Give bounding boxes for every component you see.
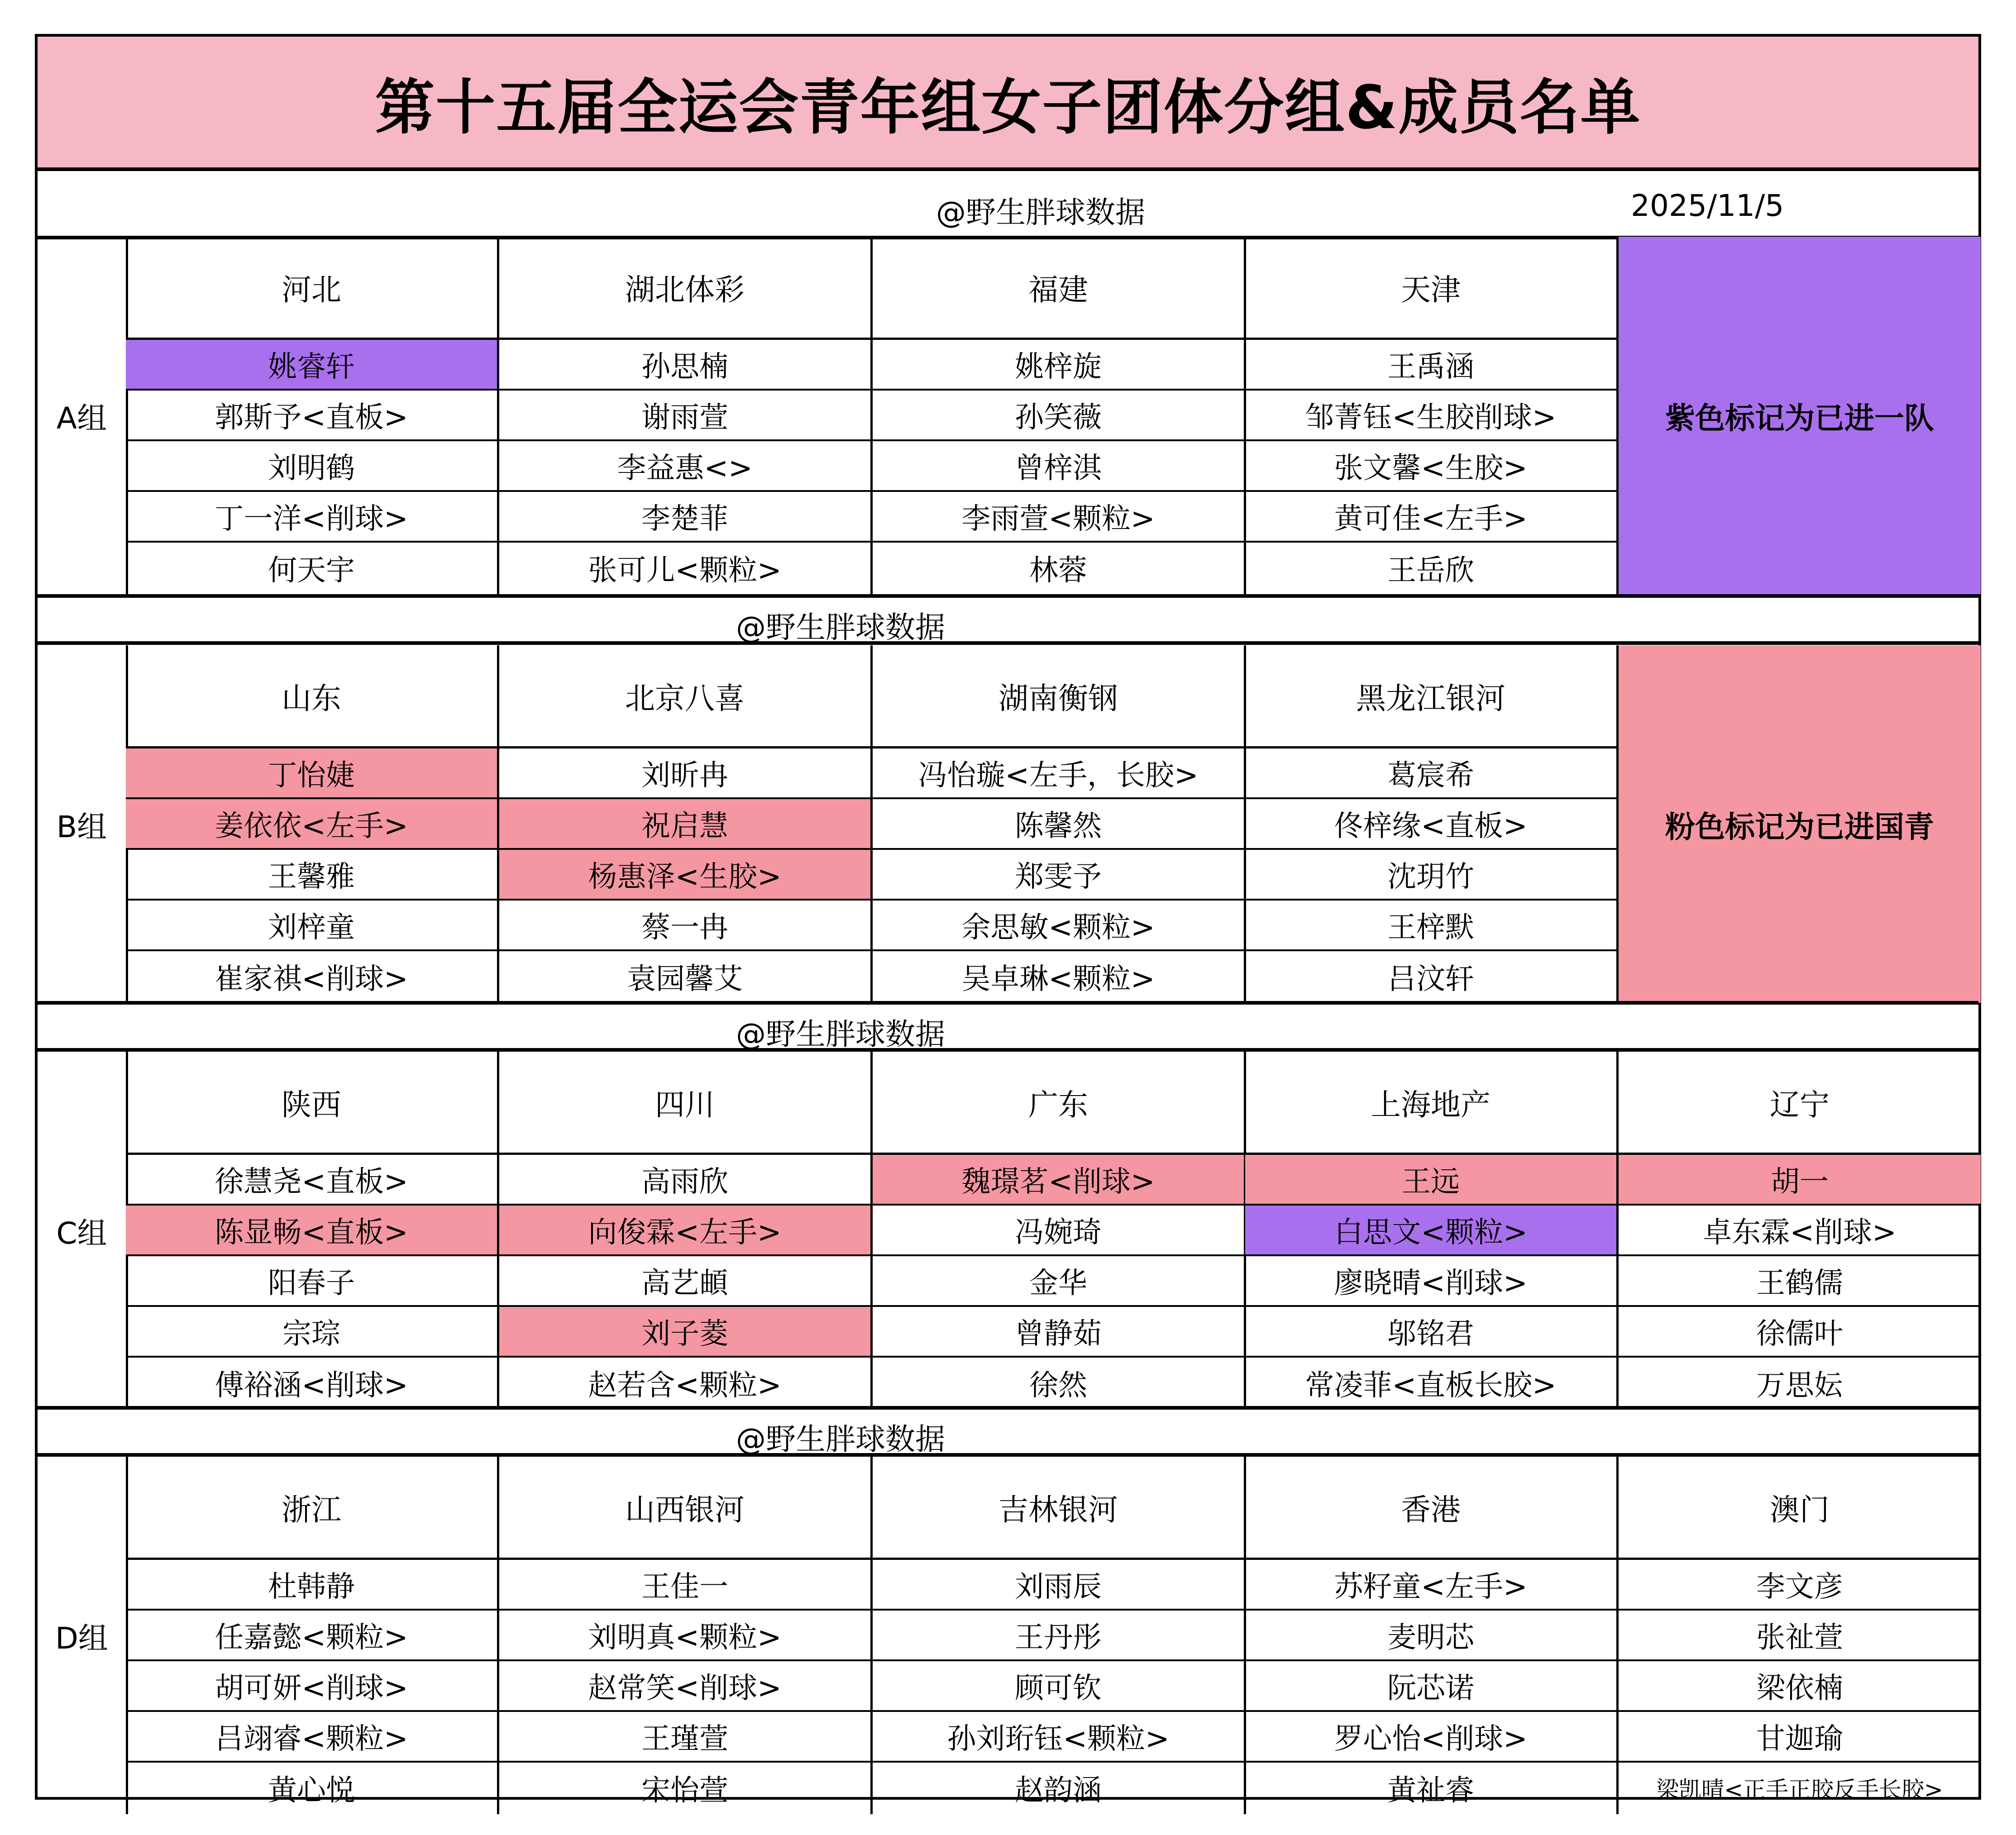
player-cell: 刘雨辰: [873, 1560, 1244, 1611]
group-label: A组: [38, 237, 128, 594]
team-column: [873, 1457, 1246, 1814]
player-cell: 孙笑薇: [873, 391, 1244, 441]
player-cell: 张文馨<生胶>: [1245, 441, 1616, 492]
player-cell: 杨惠泽<生胶>: [499, 850, 870, 901]
team-name: 黑龙江银河: [1245, 645, 1616, 748]
player-cell: 李益惠<>: [499, 441, 870, 492]
player-cell: 罗心怡<削球>: [1245, 1712, 1616, 1763]
player-cell: 徐然: [1029, 1369, 1087, 1402]
team-column: [126, 1457, 499, 1814]
group-label: B组: [38, 645, 128, 1003]
player-cell: 李雨萱<颗粒>: [873, 492, 1244, 543]
player-cell: 徐儒叶: [1619, 1307, 1981, 1358]
team-column: [1245, 237, 1619, 594]
player-cell: 白思文<颗粒>: [1245, 1206, 1616, 1256]
group-block: [38, 237, 1978, 594]
player-cell: 宋怡萱: [641, 1774, 728, 1807]
watermark-text: @野生胖球数据: [736, 1017, 945, 1052]
player-cell: 孙刘珩钰<颗粒>: [873, 1712, 1244, 1763]
player-cell: 刘明鹤: [126, 441, 497, 492]
player-cell: 姜依依<左手>: [126, 799, 497, 850]
player-cell: 刘明真<颗粒>: [499, 1611, 870, 1661]
player-cell: 陈显畅<直板>: [126, 1206, 497, 1256]
player-cell: 万思妘: [1756, 1369, 1843, 1402]
player-cell: 陈馨然: [873, 799, 1244, 850]
player-cell: 苏籽童<左手>: [1245, 1560, 1616, 1611]
roster-table: [35, 34, 1981, 1807]
player-cell: 孙思楠: [499, 340, 870, 391]
team-column: [1245, 645, 1619, 1003]
player-cell: 顾可钦: [873, 1661, 1244, 1712]
player-cell: 胡一: [1619, 1155, 1981, 1206]
player-cell: 金华: [873, 1256, 1244, 1307]
player-cell: 丁怡婕: [126, 748, 497, 799]
player-cell: 王丹彤: [873, 1611, 1244, 1661]
player-cell: 张祉萱: [1619, 1611, 1981, 1661]
watermark-row: [38, 1406, 1978, 1457]
group-block: [38, 1052, 1978, 1409]
player-cell: 赵韵涵: [1015, 1774, 1102, 1807]
team-column: [873, 237, 1246, 594]
player-cell: 赵若含<颗粒>: [588, 1369, 782, 1402]
player-cell: 刘梓童: [126, 901, 497, 951]
watermark-row: [38, 1001, 1978, 1052]
player-cell: 向俊霖<左手>: [499, 1206, 870, 1256]
player-cell: 赵常笑<削球>: [499, 1661, 870, 1712]
team-column: [126, 645, 499, 1003]
team-column: [1245, 1457, 1619, 1814]
team-name: 浙江: [126, 1457, 497, 1560]
subtitle-row: [38, 171, 1978, 239]
player-cell: 高雨欣: [499, 1155, 870, 1206]
team-name: 山西银河: [499, 1457, 870, 1560]
group-block: [38, 1457, 1978, 1814]
player-cell: 余思敏<颗粒>: [873, 901, 1244, 951]
player-cell: 林蓉: [1029, 554, 1087, 587]
watermark-text: @野生胖球数据: [736, 1422, 945, 1457]
player-cell: 冯婉琦: [873, 1206, 1244, 1256]
player-cell: 姚睿轩: [126, 340, 497, 391]
player-cell: 祝启慧: [499, 799, 870, 850]
player-cell: 沈玥竹: [1245, 850, 1616, 901]
team-name: 辽宁: [1619, 1052, 1981, 1155]
player-cell: 王梓默: [1245, 901, 1616, 951]
player-cell: 谢雨萱: [499, 391, 870, 441]
player-cell: 刘子菱: [499, 1307, 870, 1358]
player-cell: 杜韩静: [126, 1560, 497, 1611]
team-name: 天津: [1245, 237, 1616, 340]
publish-date: 2025/11/5: [1631, 188, 1784, 223]
group-label: D组: [38, 1457, 128, 1814]
player-cell: 卓东霖<削球>: [1619, 1206, 1981, 1256]
page-title: 第十五届全运会青年组女子团体分组&成员名单: [38, 37, 1978, 171]
player-cell: 曾梓淇: [873, 441, 1244, 492]
team-name: 湖南衡钢: [873, 645, 1244, 748]
team-column: [1619, 1052, 1981, 1409]
player-cell: 傅裕涵<削球>: [215, 1369, 408, 1402]
group-label: C组: [38, 1052, 128, 1409]
team-name: 澳门: [1619, 1457, 1981, 1560]
player-cell: 崔家祺<削球>: [215, 963, 408, 996]
player-cell: 梁依楠: [1619, 1661, 1981, 1712]
player-cell: 袁园馨艾: [627, 963, 743, 996]
team-column: [873, 645, 1246, 1003]
player-cell: 甘迦瑜: [1619, 1712, 1981, 1763]
player-cell: 王鹤儒: [1619, 1256, 1981, 1307]
player-cell: 魏璟茗<削球>: [873, 1155, 1244, 1206]
team-name: 北京八喜: [499, 645, 870, 748]
player-cell: 黄心悦: [268, 1774, 355, 1807]
player-cell: 吴卓琳<颗粒>: [961, 963, 1155, 996]
player-cell: 张可儿<颗粒>: [588, 554, 782, 587]
player-cell: 徐慧尧<直板>: [126, 1155, 497, 1206]
player-cell: 蔡一冉: [499, 901, 870, 951]
player-cell: 刘昕冉: [499, 748, 870, 799]
player-cell: 黄祉睿: [1387, 1774, 1474, 1807]
watermark-text: @野生胖球数据: [736, 610, 945, 645]
team-name: 广东: [873, 1052, 1244, 1155]
player-cell: 冯怡璇<左手，长胶>: [873, 748, 1244, 799]
player-cell: 宗琮: [126, 1307, 497, 1358]
team-name: 陕西: [126, 1052, 497, 1155]
player-cell: 麦明芯: [1245, 1611, 1616, 1661]
player-cell: 常凌菲<直板长胶>: [1305, 1369, 1557, 1402]
legend-pink: 粉色标记为已进国青: [1619, 645, 1981, 1003]
team-column: [499, 645, 873, 1003]
team-column: [1619, 1457, 1981, 1814]
player-cell: 吕汶轩: [1387, 963, 1474, 996]
player-cell: 郭斯予<直板>: [126, 391, 497, 441]
player-cell: 王瑾萱: [499, 1712, 870, 1763]
team-name: 香港: [1245, 1457, 1616, 1560]
team-column: [126, 1052, 499, 1409]
player-cell: 阳春子: [126, 1256, 497, 1307]
player-cell: 胡可妍<削球>: [126, 1661, 497, 1712]
player-cell: 丁一洋<削球>: [126, 492, 497, 543]
player-cell: 曾静茹: [873, 1307, 1244, 1358]
legend-purple: 紫色标记为已进一队: [1619, 237, 1981, 594]
player-cell: 廖晓晴<削球>: [1245, 1256, 1616, 1307]
player-cell: 王禹涵: [1245, 340, 1616, 391]
author-handle: @野生胖球数据: [936, 195, 1145, 230]
team-name: 福建: [873, 237, 1244, 340]
player-cell: 郑雯予: [873, 850, 1244, 901]
team-column: [499, 1457, 873, 1814]
player-cell: 李文彦: [1619, 1560, 1981, 1611]
player-cell: 邬铭君: [1245, 1307, 1616, 1358]
player-cell: 李楚菲: [499, 492, 870, 543]
player-cell: 佟梓缘<直板>: [1245, 799, 1616, 850]
team-name: 河北: [126, 237, 497, 340]
player-cell: 黄可佳<左手>: [1245, 492, 1616, 543]
player-cell: 王岳欣: [1387, 554, 1474, 587]
player-cell: 任嘉懿<颗粒>: [126, 1611, 497, 1661]
group-block: [38, 645, 1978, 1003]
team-column: [499, 237, 873, 594]
player-cell: 阮芯诺: [1245, 1661, 1616, 1712]
team-name: 四川: [499, 1052, 870, 1155]
team-column: [126, 237, 499, 594]
team-name: 吉林银河: [873, 1457, 1244, 1560]
player-cell: 梁凯晴<正手正胶反手长胶>: [1656, 1777, 1943, 1803]
player-cell: 王馨雅: [126, 850, 497, 901]
player-cell: 高艺頔: [499, 1256, 870, 1307]
player-cell: 吕翊睿<颗粒>: [126, 1712, 497, 1763]
player-cell: 王佳一: [499, 1560, 870, 1611]
team-name: 湖北体彩: [499, 237, 870, 340]
team-column: [873, 1052, 1246, 1409]
player-cell: 姚梓旋: [873, 340, 1244, 391]
watermark-row: [38, 594, 1978, 645]
team-column: [499, 1052, 873, 1409]
team-name: 上海地产: [1245, 1052, 1616, 1155]
team-column: [1245, 1052, 1619, 1409]
player-cell: 何天宇: [268, 554, 355, 587]
player-cell: 王远: [1245, 1155, 1616, 1206]
team-name: 山东: [126, 645, 497, 748]
player-cell: 葛宸希: [1245, 748, 1616, 799]
player-cell: 邹菁钰<生胶削球>: [1245, 391, 1616, 441]
